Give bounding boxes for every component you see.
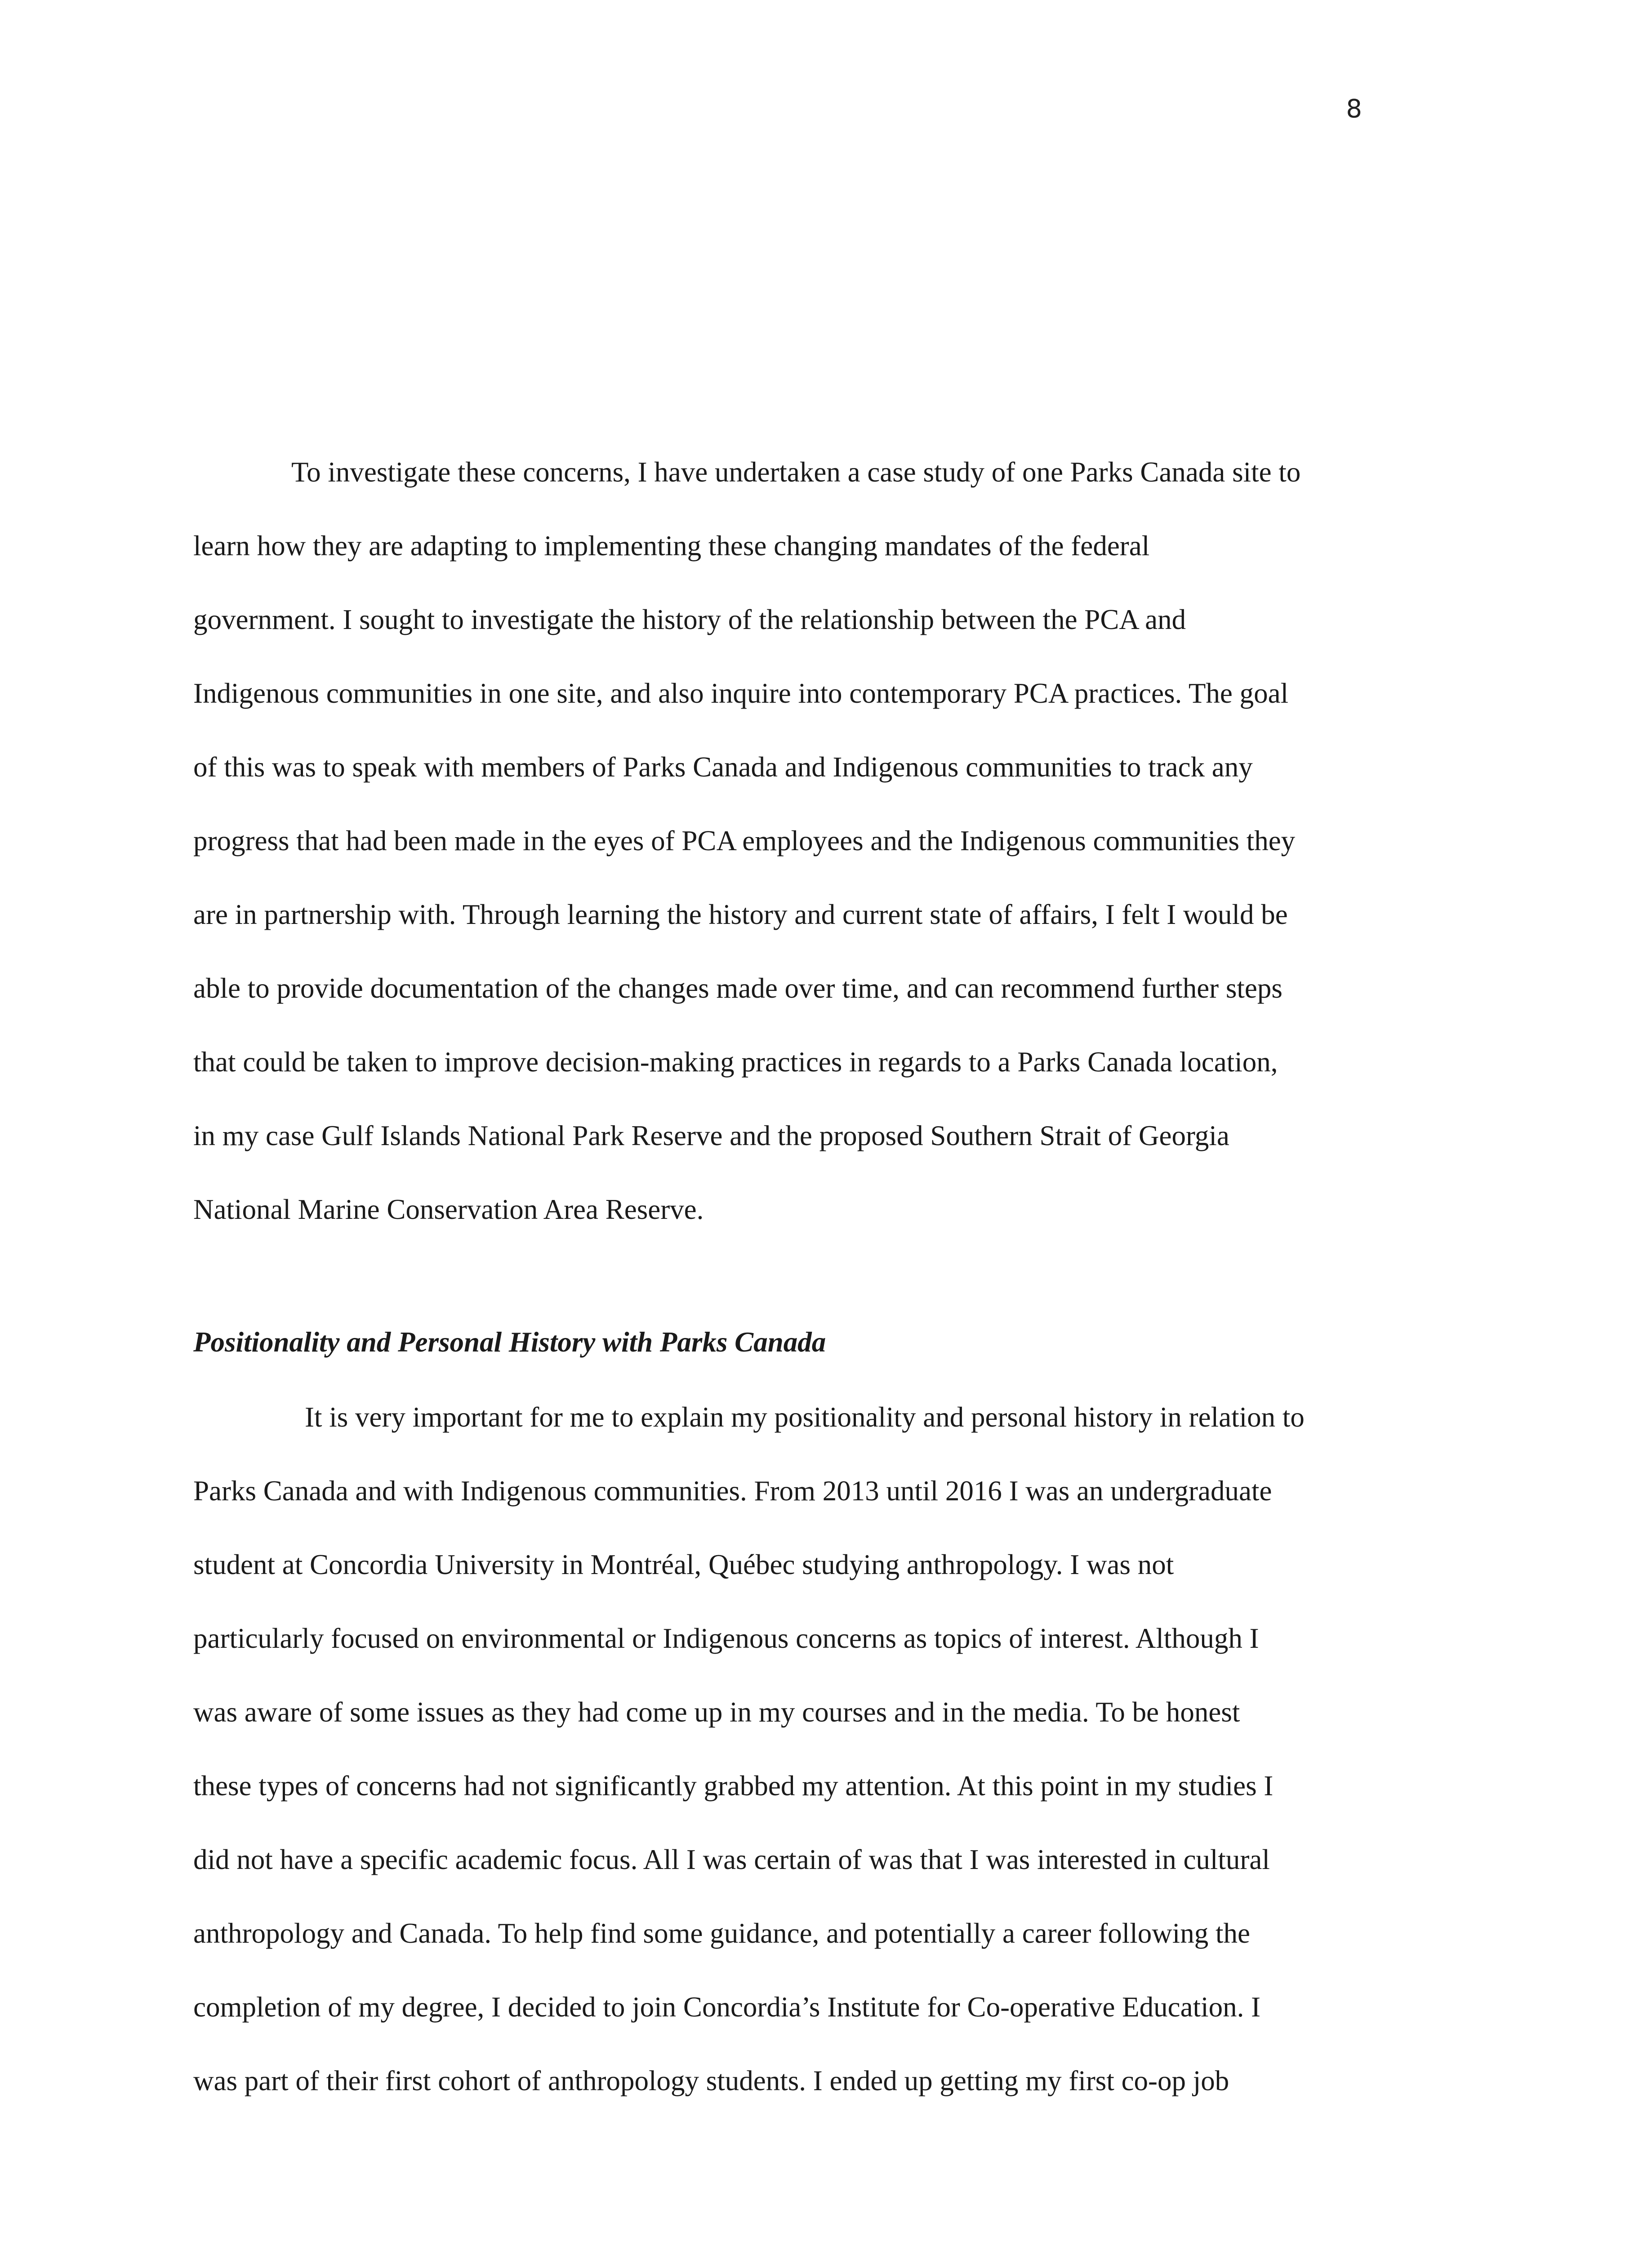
paragraph-line: did not have a specific academic focus. All I was certain of was that I was interested in cultural: [193, 1844, 1270, 1875]
paragraph-line: It is very important for me to explain my positionality and personal history in relation to: [305, 1401, 1305, 1433]
paragraph-line: are in partnership with. Through learning the history and current state of affairs, I felt I would be: [193, 899, 1288, 930]
paragraph-line: that could be taken to improve decision-making practices in regards to a Parks Canada location,: [193, 1046, 1278, 1078]
paragraph-line: government. I sought to investigate the history of the relationship between the PCA and: [193, 604, 1186, 635]
paragraph-line: able to provide documentation of the changes made over time, and can recommend further steps: [193, 972, 1282, 1004]
positionality-paragraph: [193, 1380, 1499, 2118]
paragraph-line: learn how they are adapting to implementing these changing mandates of the federal: [193, 530, 1150, 562]
paragraph-line: Parks Canada and with Indigenous communities. From 2013 until 2016 I was an undergraduate: [193, 1475, 1272, 1507]
page-number: 8: [1346, 94, 1362, 124]
paragraph-line: particularly focused on environmental or Indigenous concerns as topics of interest. Although I: [193, 1623, 1259, 1654]
paragraph-line: progress that had been made in the eyes of PCA employees and the Indigenous communities they: [193, 825, 1296, 856]
paragraph-line: National Marine Conservation Area Reserve.: [193, 1194, 704, 1225]
paragraph-line: in my case Gulf Islands National Park Reserve and the proposed Southern Strait of Georgia: [193, 1120, 1229, 1151]
paragraph-line: student at Concordia University in Montréal, Québec studying anthropology. I was not: [193, 1549, 1174, 1580]
section-heading: Positionality and Personal History with Parks Canada: [193, 1326, 826, 1358]
paragraph-line: these types of concerns had not significantly grabbed my attention. At this point in my studies I: [193, 1770, 1274, 1802]
intro-paragraph: [193, 435, 1499, 1246]
paragraph-line: was part of their first cohort of anthropology students. I ended up getting my first co-op job: [193, 2065, 1229, 2096]
paragraph-line: was aware of some issues as they had come up in my courses and in the media. To be honest: [193, 1696, 1240, 1728]
paragraph-line: anthropology and Canada. To help find some guidance, and potentially a career following the: [193, 1918, 1250, 1949]
paragraph-line: of this was to speak with members of Parks Canada and Indigenous communities to track any: [193, 751, 1253, 783]
paragraph-line: Indigenous communities in one site, and also inquire into contemporary PCA practices. The goal: [193, 678, 1289, 709]
paragraph-line: To investigate these concerns, I have undertaken a case study of one Parks Canada site to: [291, 456, 1301, 488]
paragraph-line: completion of my degree, I decided to join Concordia’s Institute for Co-operative Education. I: [193, 1991, 1261, 2023]
